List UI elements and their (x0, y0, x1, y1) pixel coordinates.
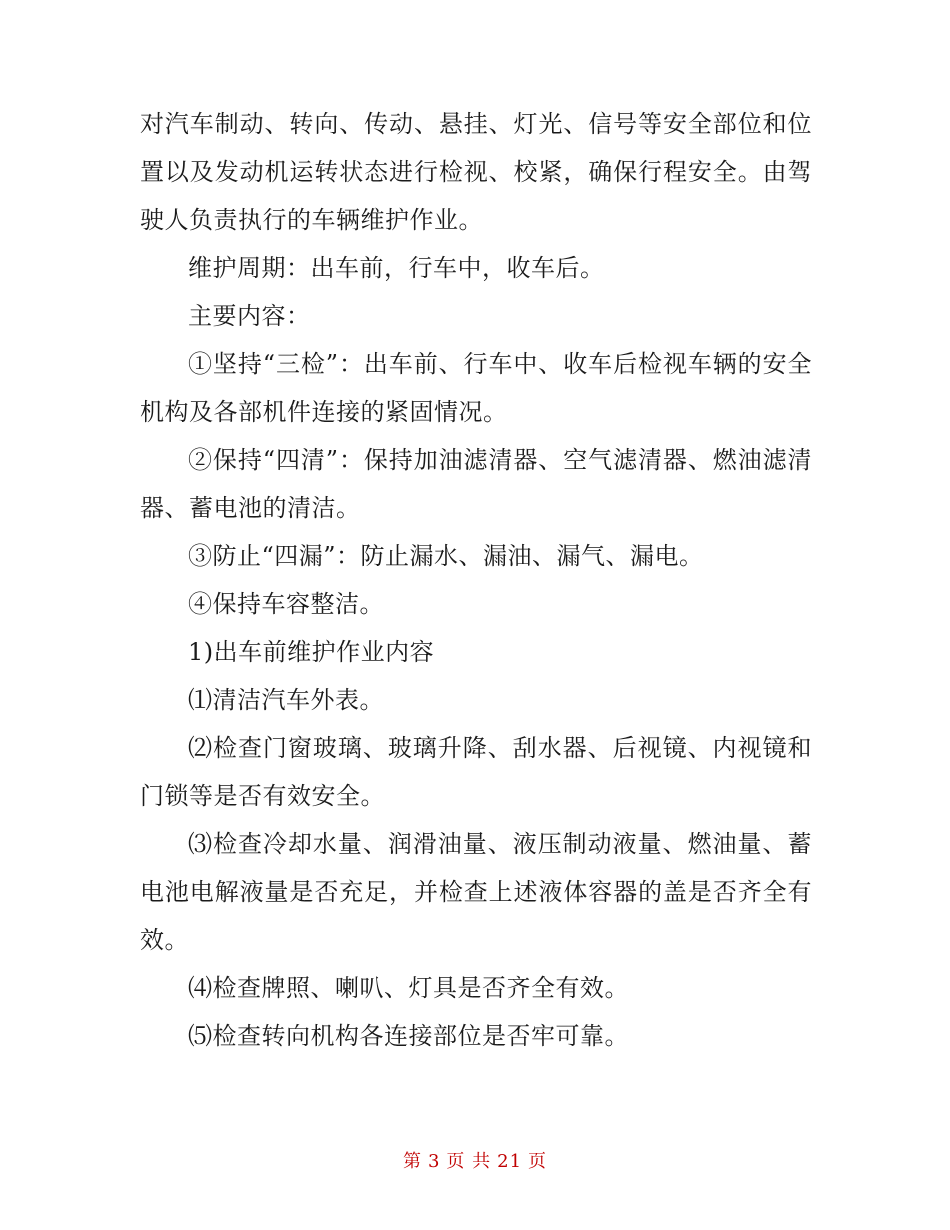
paragraph-2: 维护周期：出车前，行车中，收车后。 (188, 254, 605, 282)
paragraph-11: ⑶检查冷却水量、润滑油量、液压制动液量、燃油量、蓄电池电解液量是否充足，并检查上述液体容器的盖是否齐全有效。 (140, 830, 812, 954)
footer-total-pages: 21 (497, 1151, 523, 1172)
paragraph-13: ⑸检查转向机构各连接部位是否牢可靠。 (188, 1022, 629, 1050)
page-footer (0, 1148, 950, 1176)
footer-middle: 页 共 (446, 1151, 492, 1172)
paragraph-4: ①坚持“三检”：出车前、行车中、收车后检视车辆的安全机构及各部机件连接的紧固情况。 (140, 350, 812, 426)
footer-page-number: 3 (427, 1151, 441, 1172)
footer-prefix: 第 (402, 1151, 422, 1172)
paragraph-1: 对汽车制动、转向、传动、悬挂、灯光、信号等安全部位和位置以及发动机运转状态进行检视、校紧，确保行程安全。由驾驶人负责执行的车辆维护作业。 (140, 110, 812, 234)
paragraph-10: ⑵检查门窗玻璃、玻璃升降、刮水器、后视镜、内视镜和门锁等是否有效安全。 (140, 734, 812, 810)
paragraph-9: ⑴清洁汽车外表。 (188, 686, 384, 714)
document-body (140, 100, 812, 1060)
paragraph-8: 1)出车前维护作业内容 (188, 638, 435, 666)
paragraph-5: ②保持“四清”：保持加油滤清器、空气滤清器、燃油滤清器、蓄电池的清洁。 (140, 446, 812, 522)
footer-suffix: 页 (528, 1151, 548, 1172)
paragraph-12: ⑷检查牌照、喇叭、灯具是否齐全有效。 (188, 974, 629, 1002)
paragraph-6: ③防止“四漏”：防止漏水、漏油、漏气、漏电。 (188, 542, 704, 570)
paragraph-3: 主要内容： (188, 302, 311, 330)
paragraph-7: ④保持车容整洁。 (188, 590, 384, 618)
